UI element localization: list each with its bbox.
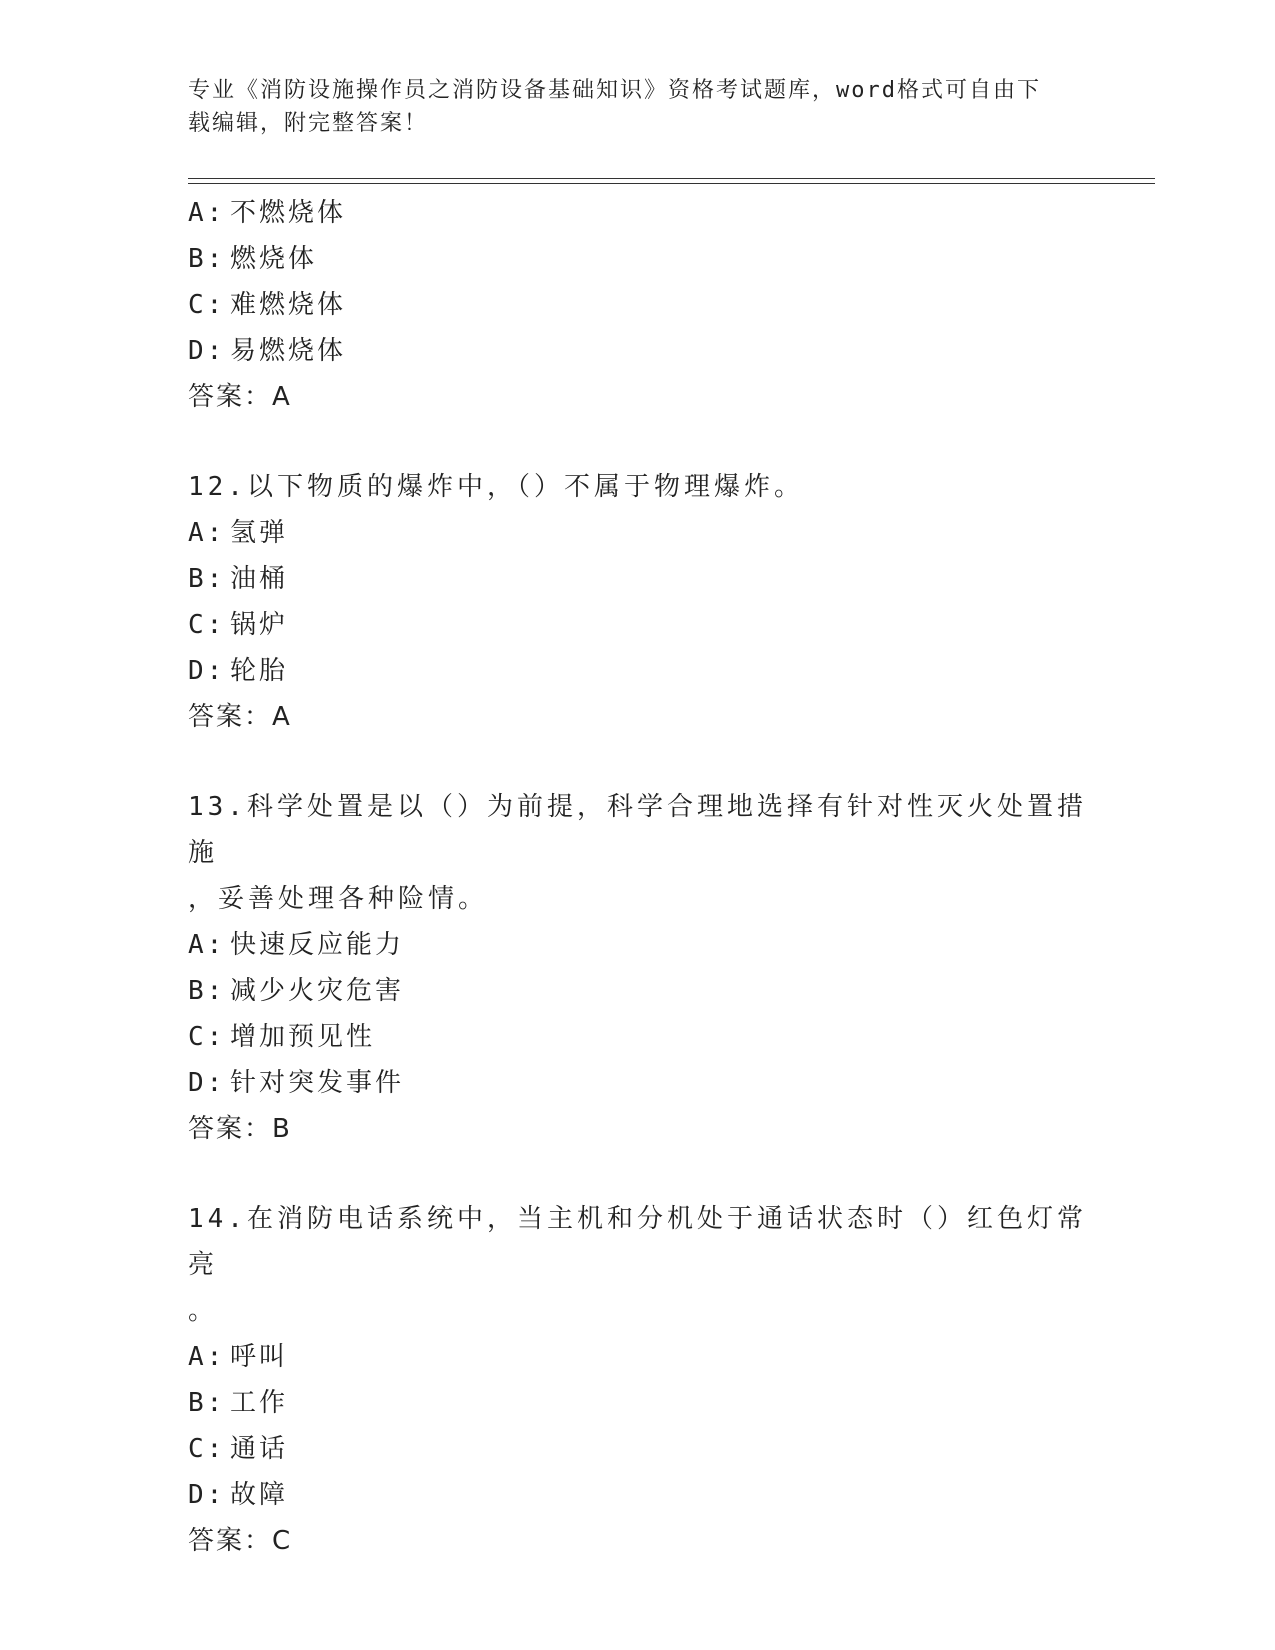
answer-line: 答案：B: [188, 1114, 292, 1144]
document-header: [188, 74, 1088, 140]
question-text: [188, 784, 1088, 922]
question-line-2: ，妥善处理各种险情。: [188, 884, 489, 914]
option-b: [188, 556, 1088, 602]
option-letter: A:: [188, 930, 226, 960]
question-block-12: [188, 464, 1088, 740]
question-list: [188, 190, 1088, 1564]
option-letter: C:: [188, 610, 226, 640]
option-letter: D:: [188, 1480, 226, 1510]
option-b: [188, 236, 1088, 282]
option-a: [188, 922, 1088, 968]
option-letter: D:: [188, 336, 226, 366]
option-b: [188, 968, 1088, 1014]
option-a: [188, 1334, 1088, 1380]
option-d: [188, 1472, 1088, 1518]
answer-line: 答案：A: [188, 382, 292, 412]
option-b: [188, 1380, 1088, 1426]
option-letter: A:: [188, 1342, 226, 1372]
option-text: 燃烧体: [230, 244, 318, 274]
question-block-11: [188, 190, 1088, 420]
question-line-1: 13.科学处置是以（）为前提，科学合理地选择有针对性灭火处置措施: [188, 792, 1087, 868]
option-c: [188, 602, 1088, 648]
option-text: 呼叫: [230, 1342, 289, 1372]
option-letter: D:: [188, 1068, 226, 1098]
option-c: [188, 282, 1088, 328]
question-text: 12.以下物质的爆炸中，（）不属于物理爆炸。: [188, 472, 804, 502]
option-text: 不燃烧体: [230, 198, 347, 228]
option-d: [188, 328, 1088, 374]
option-text: 工作: [230, 1388, 289, 1418]
option-letter: B:: [188, 244, 226, 274]
option-text: 减少火灾危害: [230, 976, 405, 1006]
option-text: 增加预见性: [230, 1022, 376, 1052]
option-letter: A:: [188, 198, 226, 228]
option-text: 通话: [230, 1434, 289, 1464]
option-letter: C:: [188, 1022, 226, 1052]
question-line-2: 。: [188, 1296, 219, 1326]
option-letter: D:: [188, 656, 226, 686]
option-text: 快速反应能力: [230, 930, 405, 960]
header-line-1: 专业《消防设施操作员之消防设备基础知识》资格考试题库，word格式可自由下: [188, 78, 1041, 103]
header-line-2: 载编辑，附完整答案！: [188, 111, 429, 136]
answer-line: 答案：A: [188, 702, 292, 732]
option-letter: A:: [188, 518, 226, 548]
option-text: 锅炉: [230, 610, 289, 640]
option-text: 油桶: [230, 564, 289, 594]
option-text: 轮胎: [230, 656, 289, 686]
option-text: 故障: [230, 1480, 289, 1510]
header-rule-bottom: [188, 183, 1155, 184]
option-text: 针对突发事件: [230, 1068, 405, 1098]
option-letter: B:: [188, 976, 226, 1006]
answer-line: 答案：C: [188, 1526, 293, 1556]
question-block-14: [188, 1196, 1088, 1564]
option-text: 氢弹: [230, 518, 289, 548]
option-a: [188, 190, 1088, 236]
option-letter: C:: [188, 1434, 226, 1464]
question-text: [188, 1196, 1088, 1334]
header-rule-top: [188, 178, 1155, 179]
question-block-13: [188, 784, 1088, 1152]
option-text: 难燃烧体: [230, 290, 347, 320]
option-c: [188, 1426, 1088, 1472]
option-c: [188, 1014, 1088, 1060]
option-d: [188, 1060, 1088, 1106]
question-line-1: 14.在消防电话系统中，当主机和分机处于通话状态时（）红色灯常亮: [188, 1204, 1087, 1280]
option-letter: B:: [188, 564, 226, 594]
option-letter: B:: [188, 1388, 226, 1418]
option-letter: C:: [188, 290, 226, 320]
option-text: 易燃烧体: [230, 336, 347, 366]
option-a: [188, 510, 1088, 556]
option-d: [188, 648, 1088, 694]
